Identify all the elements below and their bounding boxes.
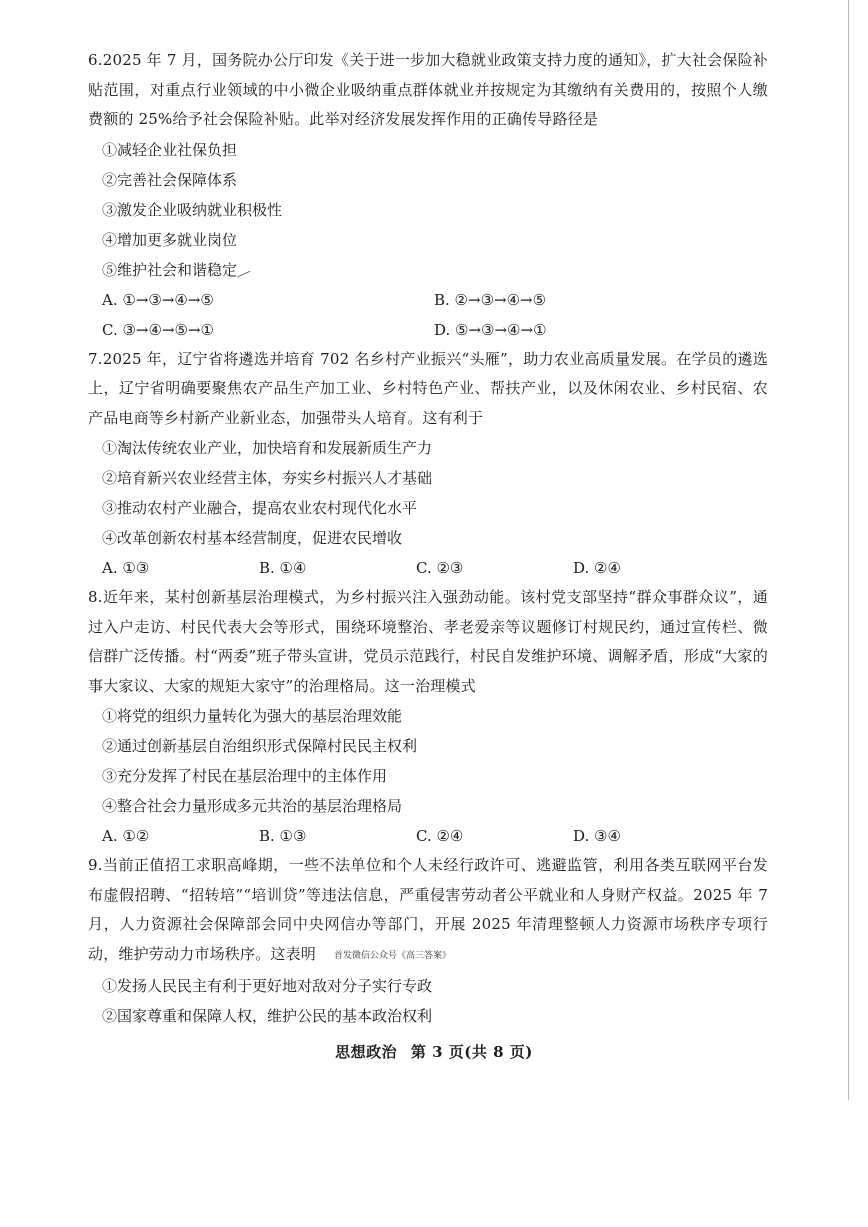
answer-choices [88, 821, 768, 851]
question-7 [88, 345, 768, 584]
statement-option-text: ⑤维护社会和谐稳定 [102, 260, 238, 279]
statement-option-with-mark [88, 255, 768, 285]
choice-d: D. ②④ [573, 559, 621, 577]
statement-option: ①淘汰传统农业产业，加快培育和发展新质生产力 [102, 439, 433, 457]
choice-b: B. ②→③→④→⑤ [434, 290, 547, 309]
question-8 [88, 583, 768, 851]
scan-edge-line [848, 0, 849, 1100]
statement-option: ③激发企业吸纳就业积极性 [102, 200, 283, 219]
answer-choices [88, 285, 768, 345]
choice-c: C. ②④ [416, 827, 464, 845]
statement-option: ④改革创新农村基本经营制度，促进农民增收 [102, 529, 403, 547]
statement-option: ④整合社会力量形成多元共治的基层治理格局 [102, 797, 403, 815]
statement-option: ②国家尊重和保障人权，维护公民的基本政治权利 [102, 1007, 433, 1025]
choice-a: A. ①③ [102, 559, 150, 577]
choice-a: A. ①② [102, 827, 150, 845]
statement-option: ②培育新兴农业经营主体，夯实乡村振兴人才基础 [102, 469, 433, 487]
question-stem: 6.2025 年 7 月，国务院办公厅印发《关于进一步加大稳就业政策支持力度的通知》，扩大社会保险补贴范围，对重点行业领域的中小微企业吸纳重点群体就业并按规定为其缴纳有关费用的，按照个人缴费额的 25%给予社会保险补贴。此举对经济发展发挥作用的正确传导路径是 [88, 51, 768, 128]
choice-b: B. ①④ [259, 559, 307, 577]
page-footer [0, 1041, 868, 1062]
exam-content [88, 46, 768, 1031]
statement-option: ②通过创新基层自治组织形式保障村民民主权利 [102, 737, 418, 755]
choice-b: B. ①③ [259, 827, 307, 845]
watermark-note: 首发微信公众号《高三答案》 [334, 950, 452, 961]
choice-a: A. ①→③→④→⑤ [102, 290, 214, 309]
answer-choices [88, 553, 768, 583]
footer-page-number: 第 3 页(共 8 页) [410, 1043, 533, 1061]
statement-option: ②完善社会保障体系 [102, 170, 238, 189]
question-stem-block [88, 851, 768, 971]
choice-d: D. ⑤→③→④→① [434, 320, 547, 339]
statement-option: ①将党的组织力量转化为强大的基层治理效能 [102, 707, 403, 725]
question-stem: 9.当前正值招工求职高峰期，一些不法单位和个人未经行政许可、逃避监管，利用各类互联网平台发布虚假招聘、“招转培”“培训贷”等违法信息，严重侵害劳动者公平就业和人身财产权益。2025 年 7 月，人力资源社会保障部会同中央网信办等部门，开展 2025 年清理整顿人力资源市场秩序专项行动，维护劳动力市场秩序。这表明 [88, 856, 768, 963]
question-9 [88, 851, 768, 1031]
question-stem: 7.2025 年，辽宁省将遴选并培育 702 名乡村产业振兴“头雁”，助力农业高质量发展。在学员的遴选上，辽宁省明确要聚焦农产品生产加工业、乡村特色产业、帮扶产业，以及休闲农业、乡村民宿、农产品电商等乡村新产业新业态，加强带头人培育。这有利于 [88, 349, 768, 427]
footer-subject: 思想政治 [335, 1043, 398, 1061]
statement-option: ③充分发挥了村民在基层治理中的主体作用 [102, 767, 388, 785]
statement-option: ④增加更多就业岗位 [102, 230, 238, 249]
statement-option: ①减轻企业社保负担 [102, 140, 238, 159]
statement-option: ③推动农村产业融合，提高农业农村现代化水平 [102, 499, 418, 517]
question-6 [88, 46, 768, 345]
choice-c: C. ②③ [416, 559, 464, 577]
choice-c: C. ③→④→⑤→① [102, 320, 214, 339]
statement-option: ①发扬人民民主有利于更好地对敌对分子实行专政 [102, 977, 433, 995]
choice-d: D. ③④ [573, 827, 621, 845]
question-stem: 8.近年来，某村创新基层治理模式，为乡村振兴注入强劲动能。该村党支部坚持“群众事群众议”，通过入户走访、村民代表大会等形式，围绕环境整治、孝老爱亲等议题修订村规民约，通过宣传栏、微信群广泛传播。村“两委”班子带头宣讲，党员示范践行，村民自发维护环境、调解矛盾，形成“大家的事大家议、大家的规矩大家守”的治理格局。这一治理模式 [88, 588, 768, 695]
